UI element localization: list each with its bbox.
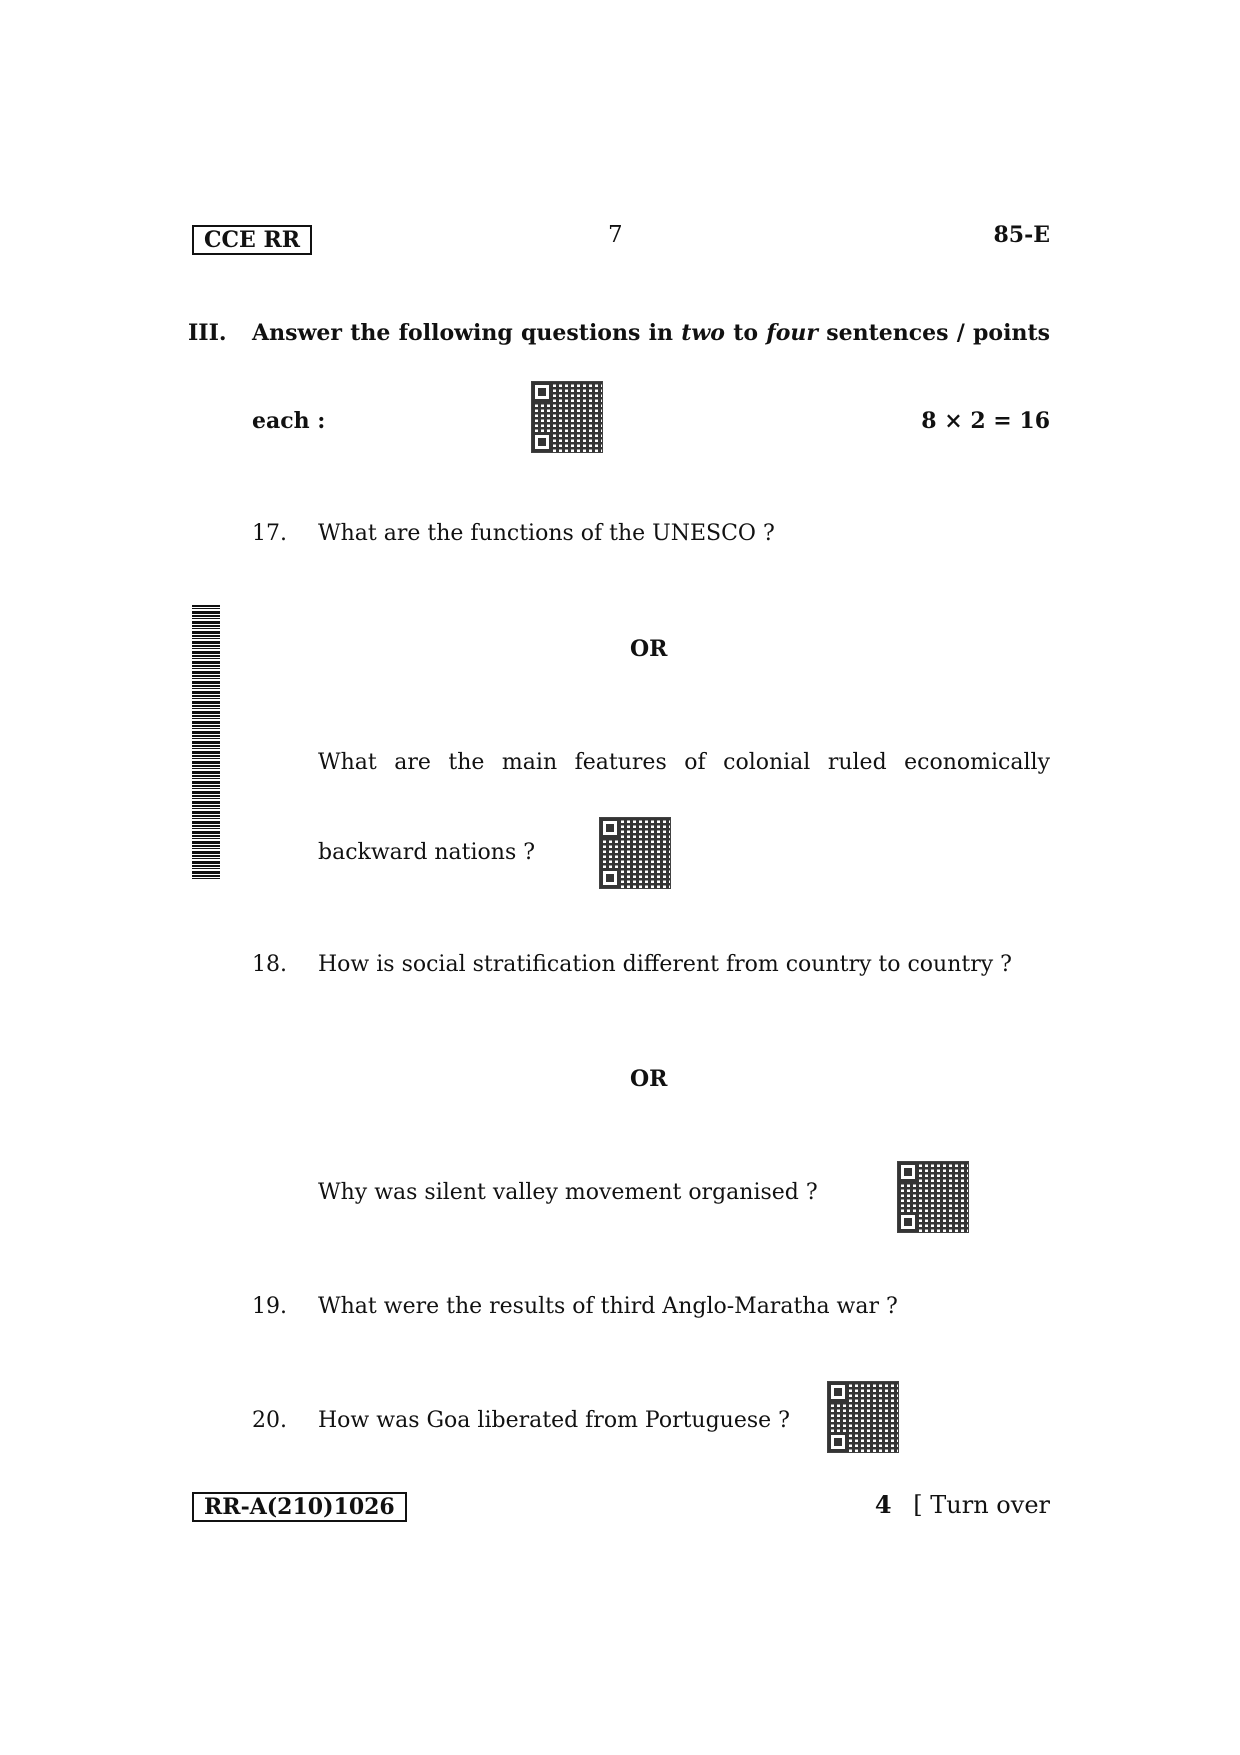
- marks-allocation: 8 × 2 = 16: [921, 408, 1050, 434]
- question-number: 17.: [252, 521, 287, 546]
- alternative-question-line: backward nations ?: [318, 840, 536, 865]
- instruction-text: to: [724, 320, 767, 346]
- instruction-text: sentences / points: [818, 320, 1051, 346]
- turn-over-label: Turn over: [930, 1491, 1050, 1519]
- barcode-icon: [192, 605, 220, 881]
- paper-code-footer: RR-A(210)1026: [192, 1492, 407, 1522]
- sheet-number: 4: [874, 1490, 892, 1519]
- qr-code-icon: [898, 1162, 968, 1232]
- instruction-emphasis: four: [766, 320, 819, 346]
- instruction-emphasis: two: [681, 320, 725, 346]
- alternative-question-line: What are the main features of colonial ruled economically: [318, 750, 1050, 775]
- or-separator: OR: [630, 1066, 668, 1092]
- qr-code-icon: [600, 818, 670, 888]
- qr-code-icon: [532, 382, 602, 452]
- alternative-question-text: Why was silent valley movement organised ?: [318, 1180, 818, 1205]
- paper-code-left: CCE RR: [192, 225, 312, 255]
- instruction-each: each :: [252, 408, 326, 434]
- turn-over-note: [875, 1490, 1050, 1519]
- qr-code-icon: [828, 1382, 898, 1452]
- question-text: What were the results of third Anglo-Maratha war ?: [318, 1294, 898, 1319]
- question-text: How is social stratification different from country to country ?: [318, 952, 1012, 977]
- or-separator: OR: [630, 636, 668, 662]
- question-text: What are the functions of the UNESCO ?: [318, 521, 775, 546]
- bracket: [: [913, 1491, 923, 1519]
- page-number: 7: [608, 222, 623, 248]
- question-text: How was Goa liberated from Portuguese ?: [318, 1408, 790, 1433]
- question-number: 20.: [252, 1408, 287, 1433]
- section-instruction: [252, 320, 1050, 346]
- question-number: 19.: [252, 1294, 287, 1319]
- instruction-text: Answer the following questions in: [252, 320, 682, 346]
- paper-code-right: 85-E: [993, 222, 1050, 248]
- section-number: III.: [188, 320, 227, 346]
- question-number: 18.: [252, 952, 287, 977]
